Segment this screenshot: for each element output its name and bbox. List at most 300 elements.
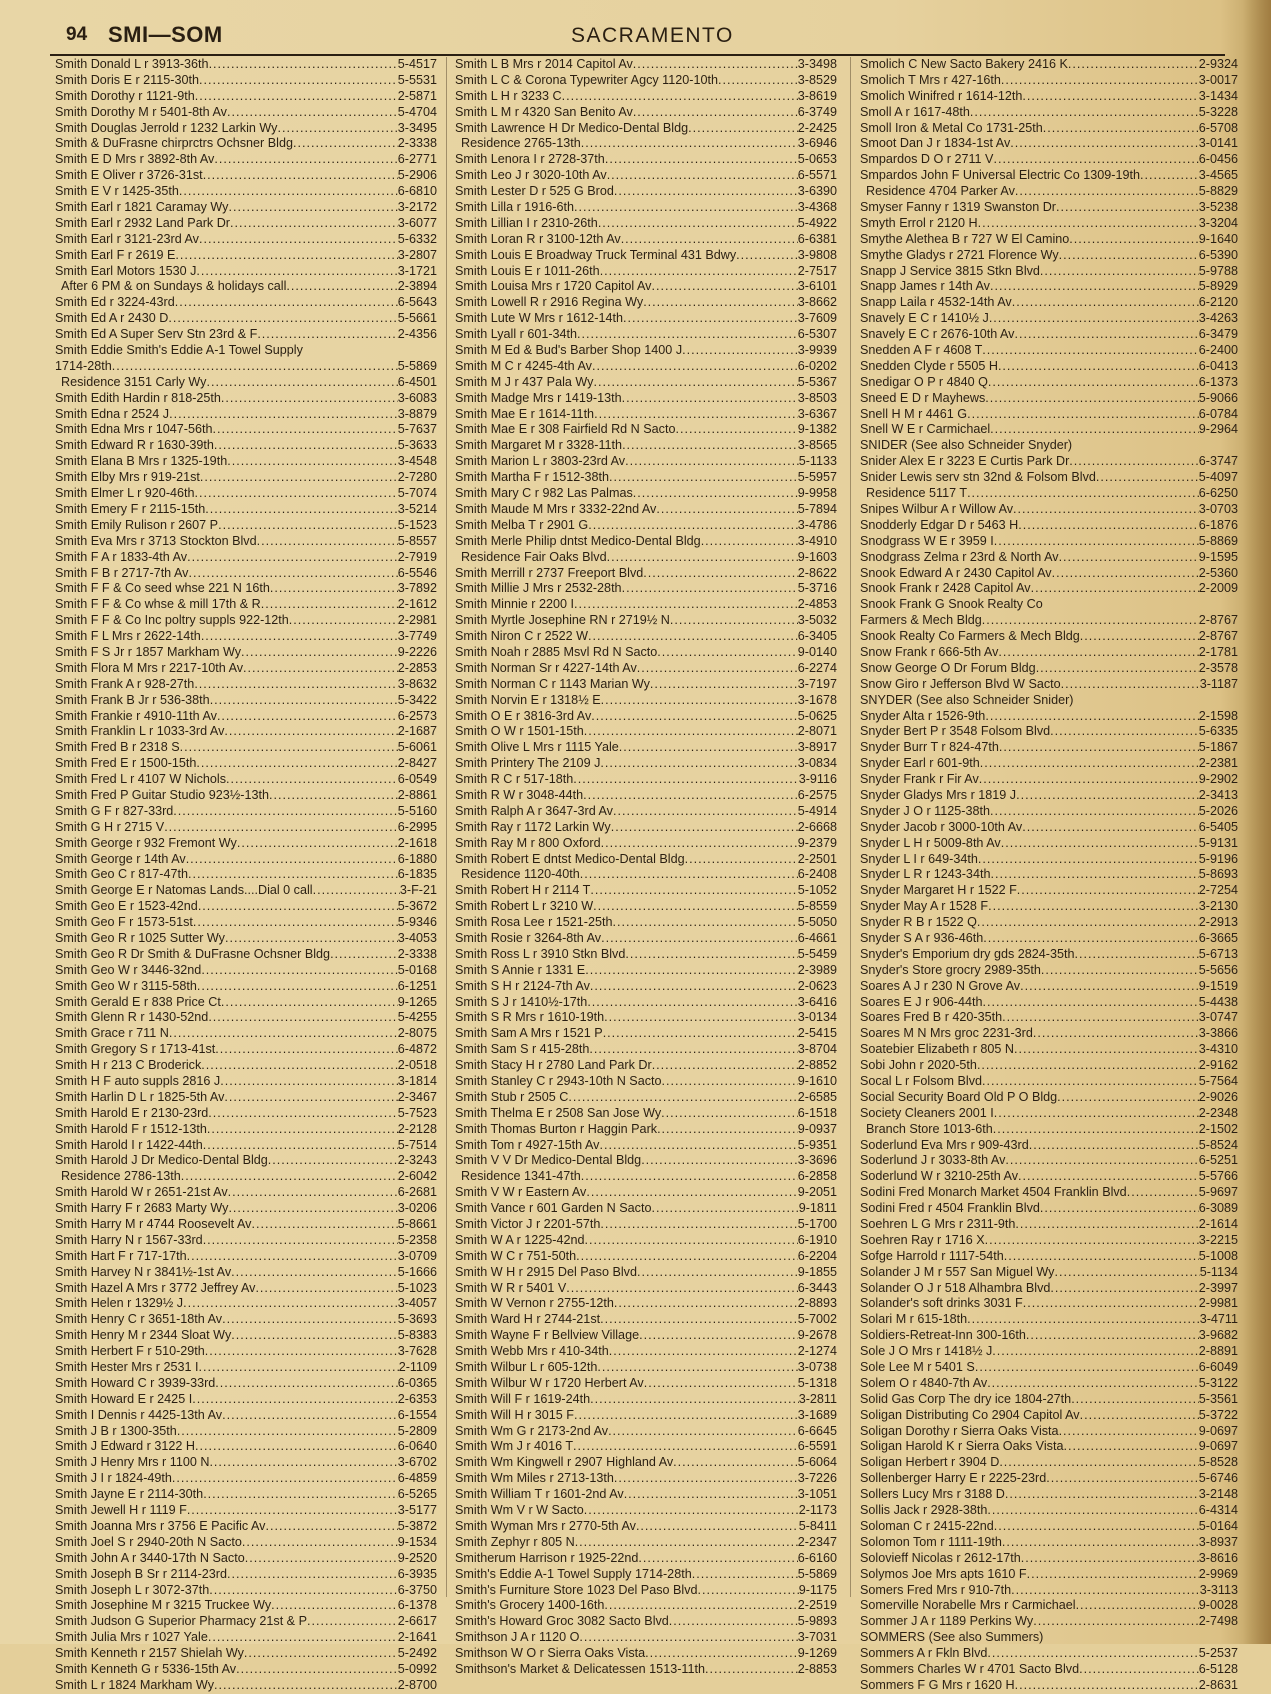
dot-leader bbox=[603, 1026, 798, 1042]
phone-number: 2-7280 bbox=[397, 470, 437, 485]
listing-name: Smith's Eddie A-1 Towel Supply 1714-28th bbox=[455, 1566, 692, 1581]
listing-entry bbox=[455, 693, 837, 709]
listing-entry bbox=[860, 836, 1238, 852]
dot-leader bbox=[180, 740, 398, 756]
listing-entry bbox=[860, 121, 1238, 137]
listing-entry bbox=[860, 995, 1238, 1011]
listing-name: Smith Geo C r 817-47th bbox=[55, 867, 188, 882]
listing-entry bbox=[860, 1551, 1238, 1567]
dot-leader bbox=[978, 216, 1199, 232]
column-1 bbox=[55, 57, 437, 1694]
listing-name: Soligan Herbert r 3904 D bbox=[860, 1455, 1000, 1470]
listing-entry bbox=[860, 407, 1238, 423]
phone-number: 3-3113 bbox=[1199, 1582, 1238, 1597]
phone-number: 2-2519 bbox=[797, 1598, 837, 1613]
listing-name: Smith Fred E r 1500-15th bbox=[55, 756, 197, 771]
phone-number: 3-4910 bbox=[797, 533, 837, 548]
listing-name: Residence 1120-40th bbox=[461, 867, 580, 882]
phone-number: 6-1910 bbox=[797, 1232, 837, 1247]
phone-number: 5-4922 bbox=[797, 215, 837, 230]
listing-entry bbox=[455, 1614, 837, 1630]
phone-number: 3-4053 bbox=[397, 930, 437, 945]
listing-entry bbox=[55, 327, 437, 343]
listing-entry bbox=[860, 1535, 1238, 1551]
phone-number: 5-6061 bbox=[397, 740, 437, 755]
listing-name: Smoot Dan J r 1834-1st Av bbox=[860, 136, 1011, 151]
phone-number: 3-2807 bbox=[397, 247, 437, 262]
phone-number: 5-8528 bbox=[1198, 1455, 1238, 1470]
listing-entry bbox=[860, 1169, 1238, 1185]
phone-number: 2-2913 bbox=[1198, 915, 1238, 930]
listing-name: Smith Fred L r 4107 W Nichols bbox=[55, 772, 227, 787]
phone-number: 9-9958 bbox=[797, 486, 837, 501]
listing-entry bbox=[455, 1058, 837, 1074]
phone-number: 3-8619 bbox=[797, 88, 837, 103]
phone-number: 6-0640 bbox=[397, 1439, 437, 1454]
phone-number: 3-1721 bbox=[397, 263, 437, 278]
listing-name: Sommers F G Mrs r 1620 H bbox=[860, 1677, 1015, 1692]
dot-leader bbox=[622, 438, 798, 454]
listing-entry bbox=[860, 264, 1238, 280]
listing-name: Residence 2765-13th bbox=[461, 136, 581, 151]
phone-number: 6-5251 bbox=[1198, 1153, 1238, 1168]
dot-leader bbox=[983, 995, 1199, 1011]
listing-name: SNIDER (See also Schneider Snyder) bbox=[860, 438, 1073, 453]
dot-leader bbox=[967, 1312, 1200, 1328]
listing-entry bbox=[860, 804, 1238, 820]
listing-entry bbox=[860, 1646, 1238, 1662]
listing-entry bbox=[860, 359, 1238, 375]
phone-number: 2-2853 bbox=[397, 660, 437, 675]
dot-leader bbox=[600, 264, 798, 280]
dot-leader bbox=[1018, 1169, 1199, 1185]
listing-entry bbox=[860, 740, 1238, 756]
listing-name: Sommer J A r 1189 Perkins Wy bbox=[860, 1614, 1034, 1629]
listing-name: Snow George O Dr Forum Bldg bbox=[860, 660, 1036, 675]
listing-entry bbox=[55, 136, 437, 152]
listing-name: Smith J B r 1300-35th bbox=[55, 1423, 177, 1438]
dot-leader bbox=[1015, 1678, 1199, 1694]
phone-number: 6-3750 bbox=[397, 1582, 437, 1597]
listing-entry bbox=[55, 391, 437, 407]
phone-number: 6-4661 bbox=[797, 930, 837, 945]
phone-number: 2-8853 bbox=[797, 1661, 837, 1676]
page-edge-shadow bbox=[1243, 0, 1271, 1644]
phone-number: 5-7074 bbox=[397, 486, 437, 501]
dot-leader bbox=[705, 1662, 798, 1678]
listing-entry bbox=[55, 1535, 437, 1551]
phone-number: 9-2226 bbox=[397, 644, 437, 659]
listing-name: Smith Lenora I r 2728-37th bbox=[455, 152, 605, 167]
listing-name: Residence 2786-13th bbox=[61, 1169, 181, 1184]
phone-number: 2-5871 bbox=[397, 88, 437, 103]
dot-leader bbox=[269, 788, 398, 804]
dot-leader bbox=[1054, 1265, 1199, 1281]
listing-name: Smith Fred B r 2318 S bbox=[55, 740, 180, 755]
phone-number: 3-8662 bbox=[797, 295, 837, 310]
listing-entry bbox=[55, 1455, 437, 1471]
phone-number: 9-1534 bbox=[397, 1534, 437, 1549]
listing-name: Smith S R Mrs r 1610-19th bbox=[455, 1010, 605, 1025]
phone-number: 2-5415 bbox=[797, 1026, 837, 1041]
dot-leader bbox=[214, 438, 398, 454]
listing-name: Smith Joel S r 2940-20th N Sacto bbox=[55, 1534, 242, 1549]
phone-number: 2-1641 bbox=[397, 1630, 437, 1645]
listing-name: Smith George E r Natomas Lands....Dial 0 call bbox=[55, 883, 313, 898]
listing-name: Sommers A r Fkln Blvd bbox=[860, 1646, 988, 1661]
phone-number: 3-9808 bbox=[797, 247, 837, 262]
dot-leader bbox=[1015, 184, 1199, 200]
dot-leader bbox=[221, 995, 398, 1011]
listing-name: Smith George r 932 Fremont Wy bbox=[55, 835, 237, 850]
phone-number: 2-6585 bbox=[797, 1089, 837, 1104]
dot-leader bbox=[562, 89, 798, 105]
phone-number: 9-0697 bbox=[1198, 1423, 1238, 1438]
dot-leader bbox=[330, 947, 398, 963]
listing-name: Smith Wm V r W Sacto bbox=[455, 1503, 584, 1518]
listing-entry bbox=[455, 168, 837, 184]
listing-name: Residence Fair Oaks Blvd bbox=[461, 549, 607, 564]
dot-leader bbox=[588, 518, 798, 534]
listing-name: Smith Earl r 1821 Caramay Wy bbox=[55, 200, 229, 215]
listing-name: Sollis Jack r 2928-38th bbox=[860, 1503, 988, 1518]
phone-number: 6-2274 bbox=[797, 660, 837, 675]
phone-number: 6-0365 bbox=[397, 1375, 437, 1390]
listing-entry bbox=[860, 724, 1238, 740]
listing-entry bbox=[455, 1583, 837, 1599]
phone-number: 3-6390 bbox=[797, 184, 837, 199]
phone-number: 5-3561 bbox=[1198, 1391, 1238, 1406]
listing-entry bbox=[55, 438, 437, 454]
listing-entry bbox=[860, 1217, 1238, 1233]
dot-leader bbox=[574, 200, 798, 216]
phone-number: 3-8917 bbox=[797, 740, 837, 755]
listing-name: Soares E J r 906-44th bbox=[860, 994, 983, 1009]
phone-number: 3-2811 bbox=[798, 1391, 837, 1406]
listing-entry bbox=[860, 883, 1238, 899]
phone-number: 6-2575 bbox=[797, 787, 837, 802]
listing-entry bbox=[860, 502, 1238, 518]
listing-name: Solid Gas Corp The dry ice 1804-27th bbox=[860, 1391, 1072, 1406]
listing-name: Snyder Frank r Fir Av bbox=[860, 772, 979, 787]
listing-entry bbox=[455, 375, 837, 391]
dot-leader bbox=[590, 883, 797, 899]
listing-entry bbox=[455, 105, 837, 121]
dot-leader bbox=[1061, 677, 1200, 693]
phone-number: 5-6335 bbox=[1198, 724, 1238, 739]
listing-name: Smith Webb Mrs r 410-34th bbox=[455, 1344, 609, 1359]
dot-leader bbox=[1071, 1392, 1199, 1408]
dot-leader bbox=[227, 1567, 398, 1583]
listing-name: Smith F S Jr r 1857 Markham Wy bbox=[55, 644, 242, 659]
listing-name: Snell H M r 4461 G bbox=[860, 406, 968, 421]
listing-name: Smpardos John F Universal Electric Co 1309-19th bbox=[860, 168, 1140, 183]
dot-leader bbox=[636, 1519, 799, 1535]
listing-name: Smith Ray r 1172 Larkin Wy bbox=[455, 819, 611, 834]
listing-name: Smith Harvey N r 3841½-1st Av bbox=[55, 1264, 232, 1279]
listing-entry bbox=[860, 550, 1238, 566]
listing-name: Smith Geo R r 1025 Sutter Wy bbox=[55, 930, 225, 945]
dot-leader bbox=[198, 899, 398, 915]
phone-number: 6-0202 bbox=[797, 358, 837, 373]
phone-number: 3-0134 bbox=[797, 1010, 837, 1025]
listing-name: Smith Margaret M r 3328-11th bbox=[455, 438, 623, 453]
listing-entry bbox=[455, 1138, 837, 1154]
dot-leader bbox=[257, 327, 397, 343]
listing-entry bbox=[55, 804, 437, 820]
listing-entry bbox=[55, 1551, 437, 1567]
listing-name: Smith Flora M Mrs r 2217-10th Av bbox=[55, 660, 244, 675]
phone-number: 2-0518 bbox=[397, 1058, 437, 1073]
dot-leader bbox=[112, 359, 398, 375]
dot-leader bbox=[590, 979, 798, 995]
section-heading bbox=[860, 438, 1238, 454]
dot-leader bbox=[169, 407, 398, 423]
phone-number: 3-5177 bbox=[397, 1503, 437, 1518]
listing-name: Smith Lawrence H Dr Medico-Dental Bldg bbox=[455, 120, 689, 135]
dot-leader bbox=[586, 1185, 797, 1201]
phone-number: 3-0017 bbox=[1198, 72, 1238, 87]
listing-name: Solander's soft drinks 3031 F bbox=[860, 1296, 1023, 1311]
dot-leader bbox=[685, 852, 798, 868]
phone-number: 5-4517 bbox=[397, 57, 437, 71]
dot-leader bbox=[1021, 1551, 1199, 1567]
listing-name: Smpardos D O r 2711 V bbox=[860, 152, 994, 167]
phone-number: 2-7498 bbox=[1198, 1614, 1238, 1629]
listing-entry bbox=[55, 995, 437, 1011]
listing-name: Snyder's Emporium dry gds 2824-35th bbox=[860, 946, 1075, 961]
listing-name: Smith Eddie Smith's Eddie A-1 Towel Supply bbox=[55, 343, 303, 358]
dot-leader bbox=[197, 979, 398, 995]
listing-name: Snow Giro r Jefferson Blvd W Sacto bbox=[860, 676, 1061, 691]
dot-leader bbox=[607, 168, 798, 184]
listing-entry bbox=[455, 629, 837, 645]
dot-leader bbox=[1080, 1408, 1199, 1424]
dot-leader bbox=[637, 661, 798, 677]
dot-leader bbox=[1004, 1249, 1199, 1265]
dot-leader bbox=[1014, 327, 1198, 343]
listing-entry bbox=[455, 311, 837, 327]
phone-number: 5-7564 bbox=[1198, 1074, 1238, 1088]
phone-number: 5-0168 bbox=[397, 962, 437, 977]
phone-number: 6-3747 bbox=[1198, 454, 1238, 469]
listing-name: Smith Harold I r 1422-44th bbox=[55, 1137, 203, 1152]
listing-name: Smith J I r 1824-49th bbox=[55, 1471, 172, 1486]
dot-leader bbox=[608, 1424, 798, 1440]
listing-name: Smith Henry M r 2344 Sloat Wy bbox=[55, 1328, 232, 1343]
dot-leader bbox=[597, 1360, 797, 1376]
listing-name: Smith Rosie r 3264-8th Av bbox=[455, 930, 602, 945]
listing-entry bbox=[55, 1042, 437, 1058]
dot-leader bbox=[633, 105, 798, 121]
listing-name: Smith V W r Eastern Av bbox=[455, 1185, 587, 1200]
listing-name: Smith Stub r 2505 C bbox=[455, 1089, 569, 1104]
listing-name: Snapp Laila r 4532-14th Av bbox=[860, 295, 1012, 310]
phone-number: 6-3479 bbox=[1198, 327, 1238, 342]
listing-name: Sobi John r 2020-5th bbox=[860, 1058, 977, 1073]
listing-name: Smith Julia Mrs r 1027 Yale bbox=[55, 1630, 208, 1645]
dot-leader bbox=[621, 232, 798, 248]
listing-entry bbox=[55, 232, 437, 248]
listing-name: Snook Edward A r 2430 Capitol Av bbox=[860, 565, 1052, 580]
dot-leader bbox=[994, 1106, 1199, 1122]
phone-number: 5-9066 bbox=[1198, 390, 1238, 405]
dot-leader bbox=[575, 1535, 798, 1551]
dot-leader bbox=[583, 788, 798, 804]
listing-name: Smithson's Market & Delicatessen 1513-11th bbox=[455, 1661, 705, 1676]
listing-entry bbox=[860, 613, 1238, 629]
phone-number: 9-1610 bbox=[797, 1074, 837, 1088]
dot-leader bbox=[1036, 661, 1199, 677]
phone-number: 2-3467 bbox=[397, 1089, 437, 1104]
listing-entry bbox=[860, 820, 1238, 836]
listing-entry bbox=[455, 486, 837, 502]
listing-name: Branch Store 1013-6th bbox=[866, 1121, 993, 1136]
listing-entry bbox=[455, 264, 837, 280]
phone-number: 3-0834 bbox=[797, 756, 837, 771]
phone-number: 3-4565 bbox=[1198, 168, 1238, 183]
listing-name: Snavely E C r 2676-10th Av bbox=[860, 327, 1015, 342]
dot-leader bbox=[622, 391, 798, 407]
dot-leader bbox=[1002, 1010, 1199, 1026]
phone-number: 2-8767 bbox=[1198, 613, 1238, 628]
dot-leader bbox=[587, 995, 797, 1011]
dot-leader bbox=[588, 629, 798, 645]
listing-entry bbox=[455, 724, 837, 740]
listing-name: Smith Thomas Burton r Haggin Park bbox=[455, 1121, 658, 1136]
listing-name: Smith Helen r 1329½ J bbox=[55, 1296, 184, 1311]
listing-name: Snyder Gladys Mrs r 1819 J bbox=[860, 787, 1017, 802]
listing-entry bbox=[455, 1185, 837, 1201]
dot-leader bbox=[614, 1296, 798, 1312]
listing-name: Snyder L H r 5009-8th Av bbox=[860, 835, 1001, 850]
listing-entry bbox=[860, 136, 1238, 152]
listing-entry bbox=[860, 788, 1238, 804]
dot-leader bbox=[656, 502, 797, 518]
dot-leader bbox=[1068, 57, 1199, 73]
listing-name: Solovieff Nicolas r 2612-17th bbox=[860, 1550, 1021, 1565]
listing-name: Smith M Ed & Bud's Barber Shop 1400 J bbox=[455, 343, 683, 358]
listing-name: Smith Madge Mrs r 1419-13th bbox=[455, 390, 622, 405]
listing-entry bbox=[455, 899, 837, 915]
listing-name: Smith Emily Rulison r 2607 P bbox=[55, 517, 219, 532]
dot-leader bbox=[1079, 1662, 1199, 1678]
listing-entry bbox=[55, 772, 437, 788]
listing-entry bbox=[455, 327, 837, 343]
listing-name: Smithson W O r Sierra Oaks Vista bbox=[455, 1646, 646, 1661]
dot-leader bbox=[652, 1058, 798, 1074]
dot-leader bbox=[613, 915, 798, 931]
listing-entry bbox=[860, 852, 1238, 868]
dot-leader bbox=[568, 1090, 797, 1106]
listing-name: Smith Victor J r 2201-57th bbox=[455, 1217, 601, 1232]
listing-entry bbox=[860, 915, 1238, 931]
listing-name: Snider Alex E r 3223 E Curtis Park Dr bbox=[860, 454, 1070, 469]
dot-leader bbox=[1017, 883, 1199, 899]
dot-leader bbox=[203, 1487, 398, 1503]
listing-name: Smolich T Mrs r 427-16th bbox=[860, 72, 1001, 87]
listing-entry bbox=[55, 756, 437, 772]
listing-entry bbox=[455, 1487, 837, 1503]
listing-name: Smith Harry F r 2683 Marty Wy bbox=[55, 1201, 229, 1216]
phone-number: 2-3413 bbox=[1198, 787, 1238, 802]
listing-entry bbox=[55, 581, 437, 597]
listing-entry bbox=[55, 1281, 437, 1297]
dot-leader bbox=[601, 931, 798, 947]
listing-name: Smith Leo J r 3020-10th Av bbox=[455, 168, 607, 183]
dot-leader bbox=[1012, 295, 1199, 311]
listing-name: Smith R C r 517-18th bbox=[455, 772, 574, 787]
dot-leader bbox=[625, 947, 797, 963]
listing-entry bbox=[860, 57, 1238, 73]
phone-number: 6-1373 bbox=[1198, 374, 1238, 389]
phone-number: 3-8616 bbox=[1198, 1550, 1238, 1565]
phone-number: 2-9969 bbox=[1198, 1566, 1238, 1581]
listing-entry bbox=[860, 1392, 1238, 1408]
listing-entry bbox=[455, 152, 837, 168]
listing-name: Snodgrass W E r 3959 I bbox=[860, 533, 994, 548]
listing-entry bbox=[860, 645, 1238, 661]
dot-leader bbox=[201, 963, 397, 979]
listing-name: Smith Lester D r 525 G Brod bbox=[455, 184, 614, 199]
phone-number: 6-4501 bbox=[397, 374, 437, 389]
listing-name: Soehren L G Mrs r 2311-9th bbox=[860, 1217, 1016, 1232]
phone-number: 2-8861 bbox=[397, 787, 437, 802]
listing-entry bbox=[455, 407, 837, 423]
listing-name: Smith W A r 1225-42nd bbox=[455, 1232, 585, 1247]
listing-entry bbox=[455, 581, 837, 597]
phone-number: 6-0456 bbox=[1198, 152, 1238, 167]
dot-leader bbox=[1011, 1583, 1200, 1599]
listing-entry bbox=[860, 232, 1238, 248]
listing-entry bbox=[455, 1551, 837, 1567]
dot-leader bbox=[609, 1344, 798, 1360]
phone-number: 3-8529 bbox=[797, 72, 837, 87]
listing-name: Smith Howard C r 3939-33rd bbox=[55, 1375, 216, 1390]
phone-number: 3-6702 bbox=[397, 1455, 437, 1470]
listing-entry bbox=[860, 375, 1238, 391]
phone-number: 5-1134 bbox=[1199, 1264, 1238, 1279]
listing-entry bbox=[455, 1455, 837, 1471]
dot-leader bbox=[1031, 581, 1199, 597]
listing-entry bbox=[860, 184, 1238, 200]
listing-entry bbox=[455, 1392, 837, 1408]
phone-number: 5-0625 bbox=[797, 708, 837, 723]
listing-entry bbox=[55, 1598, 437, 1614]
phone-number: 6-1518 bbox=[797, 1105, 837, 1120]
phone-number: 5-9346 bbox=[397, 915, 437, 930]
listing-name: Smith Geo F r 1573-51st bbox=[55, 915, 193, 930]
listing-name: Smith William T r 1601-2nd Av bbox=[455, 1487, 624, 1502]
listing-entry bbox=[55, 724, 437, 740]
phone-number: 3-6416 bbox=[797, 994, 837, 1009]
listing-entry bbox=[55, 1265, 437, 1281]
listing-name: Smith Maude M Mrs r 3332-22nd Av bbox=[455, 501, 657, 516]
phone-number: 5-4704 bbox=[397, 104, 437, 119]
listing-name: Snook Frank r 2428 Capitol Av bbox=[860, 581, 1031, 596]
dot-leader bbox=[231, 1328, 398, 1344]
listing-entry bbox=[455, 1312, 837, 1328]
dot-leader bbox=[662, 1074, 798, 1090]
phone-number: 2-2009 bbox=[1198, 581, 1238, 596]
listing-name: Smith W C r 751-50th bbox=[455, 1248, 577, 1263]
dot-leader bbox=[1022, 89, 1198, 105]
phone-number: 9-0937 bbox=[797, 1121, 837, 1136]
dot-leader bbox=[209, 1583, 398, 1599]
phone-number: 6-2204 bbox=[797, 1248, 837, 1263]
dot-leader bbox=[990, 422, 1199, 438]
phone-number: 5-5531 bbox=[397, 72, 437, 87]
